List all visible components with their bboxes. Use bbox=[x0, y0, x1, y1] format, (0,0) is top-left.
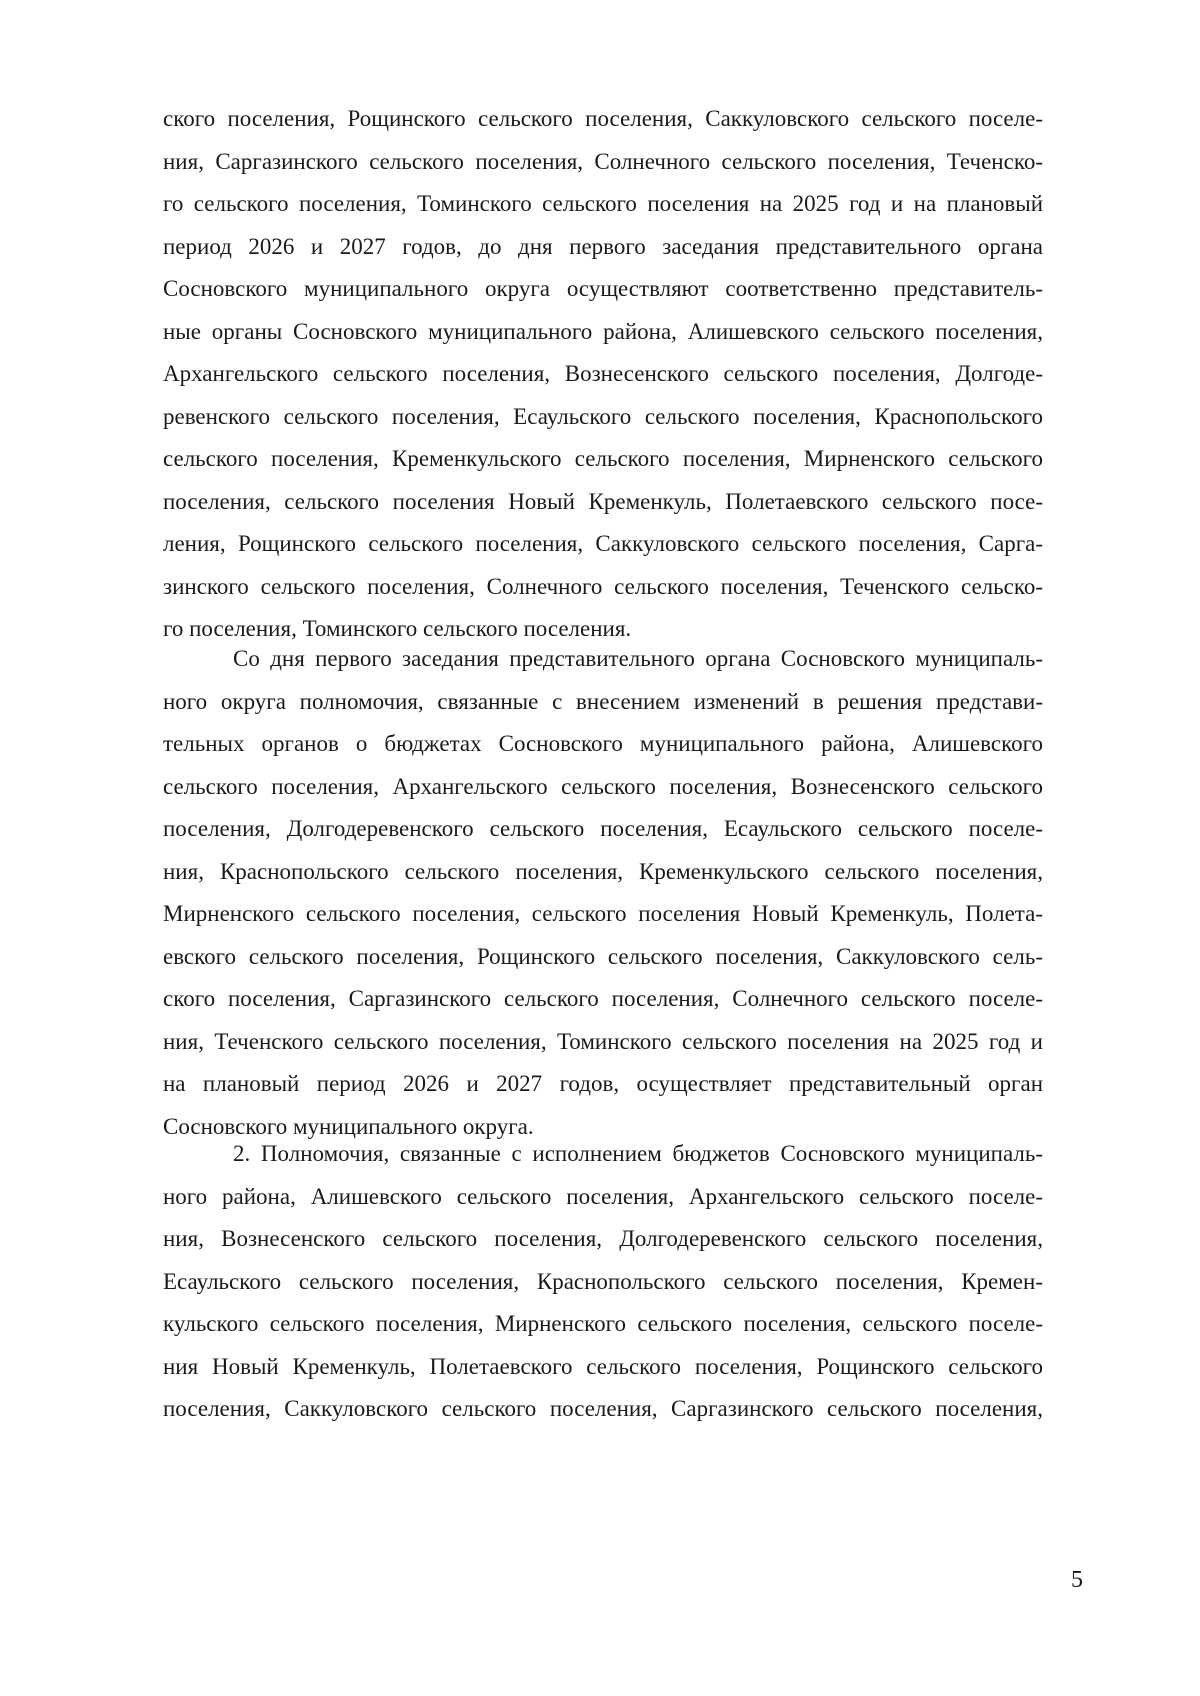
paragraph-1-line: ния, Саргазинского сельского поселения, Солнечного сельского поселения, Теченско- bbox=[163, 148, 1043, 174]
paragraph-2-line: тельных органов о бюджетах Сосновского муниципального района, Алишевского bbox=[163, 731, 1043, 756]
paragraph-1 bbox=[163, 98, 1043, 651]
paragraph-2-line: ния, Краснопольского сельского поселения, Кременкульского сельского поселения, bbox=[163, 858, 1043, 884]
paragraph-1-line: ревенского сельского поселения, Есаульского сельского поселения, Краснопольского bbox=[163, 403, 1043, 429]
paragraph-3-line: ния, Вознесенского сельского поселения, Долгодеревенского сельского поселения, bbox=[163, 1226, 1043, 1251]
paragraph-3-line: ния Новый Кременкуль, Полетаевского сельского поселения, Рощинского сельского bbox=[163, 1353, 1043, 1379]
paragraph-2-line: Со дня первого заседания представительного органа Сосновского муниципаль- bbox=[233, 646, 1043, 671]
paragraph-1-line: Сосновского муниципального округа осуществляют соответственно представитель- bbox=[163, 276, 1043, 301]
paragraph-3-line: ного района, Алишевского сельского поселения, Архангельского сельского поселе- bbox=[163, 1183, 1043, 1209]
paragraph-2-line: поселения, Долгодеревенского сельского поселения, Есаульского сельского поселе- bbox=[163, 816, 1043, 841]
paragraph-3-line: кульского сельского поселения, Мирненского сельского поселения, сельского поселе- bbox=[163, 1311, 1043, 1336]
paragraph-2-line: ния, Теченского сельского поселения, Томинского сельского поселения на 2025 год и bbox=[163, 1028, 1043, 1054]
paragraph-2-line: ского поселения, Саргазинского сельского поселения, Солнечного сельского поселе- bbox=[163, 986, 1043, 1011]
paragraph-2 bbox=[163, 638, 1043, 1148]
paragraph-1-line: ные органы Сосновского муниципального района, Алишевского сельского поселения, bbox=[163, 318, 1043, 344]
paragraph-2-line: евского сельского поселения, Рощинского сельского поселения, Саккуловского сель- bbox=[163, 943, 1043, 969]
page-number: 5 bbox=[1071, 1567, 1083, 1593]
paragraph-1-line: ления, Рощинского сельского поселения, Саккуловского сельского поселения, Сарга- bbox=[163, 531, 1043, 556]
paragraph-3-line: Есаульского сельского поселения, Краснопольского сельского поселения, Кремен- bbox=[163, 1268, 1043, 1294]
paragraph-1-line: го поселения, Томинского сельского поселения. bbox=[163, 616, 632, 641]
paragraph-2-line: на плановый период 2026 и 2027 годов, осуществляет представительный орган bbox=[163, 1071, 1043, 1096]
paragraph-3-line: поселения, Саккуловского сельского поселения, Саргазинского сельского поселения, bbox=[163, 1396, 1043, 1421]
paragraph-2-line: Сосновского муниципального округа. bbox=[163, 1113, 534, 1139]
paragraph-1-line: сельского поселения, Кременкульского сельского поселения, Мирненского сельского bbox=[163, 446, 1043, 471]
paragraph-3 bbox=[163, 1133, 1043, 1431]
paragraph-1-line: зинского сельского поселения, Солнечного сельского поселения, Теченского сельско- bbox=[163, 573, 1043, 599]
paragraph-2-line: Мирненского сельского поселения, сельского поселения Новый Кременкуль, Полета- bbox=[163, 901, 1043, 926]
paragraph-2-line: сельского поселения, Архангельского сельского поселения, Вознесенского сельского bbox=[163, 773, 1043, 799]
paragraph-1-line: Архангельского сельского поселения, Вознесенского сельского поселения, Долгоде- bbox=[163, 361, 1043, 386]
paragraph-2-line: ного округа полномочия, связанные с внесением изменений в решения представи- bbox=[163, 688, 1043, 714]
paragraph-1-line: го сельского поселения, Томинского сельского поселения на 2025 год и на плановый bbox=[163, 191, 1043, 216]
paragraph-1-line: поселения, сельского поселения Новый Кременкуль, Полетаевского сельского посе- bbox=[163, 488, 1043, 514]
paragraph-1-line: ского поселения, Рощинского сельского поселения, Саккуловского сельского поселе- bbox=[163, 106, 1043, 131]
paragraph-3-line: 2. Полномочия, связанные с исполнением бюджетов Сосновского муниципаль- bbox=[233, 1141, 1043, 1166]
paragraph-1-line: период 2026 и 2027 годов, до дня первого заседания представительного органа bbox=[163, 233, 1043, 259]
